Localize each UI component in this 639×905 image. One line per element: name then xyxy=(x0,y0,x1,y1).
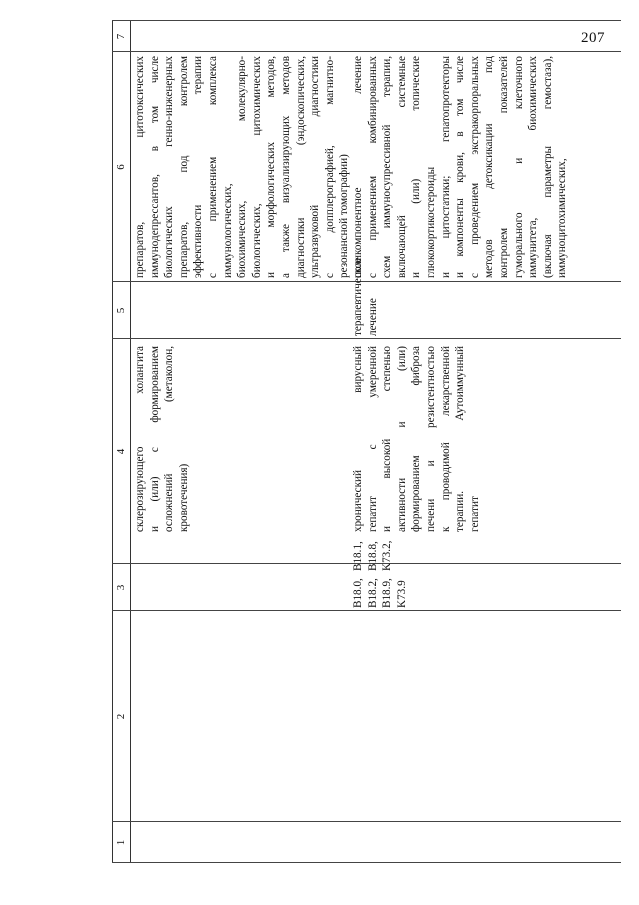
code-line xyxy=(366,536,381,608)
icd-code: K73.2, xyxy=(381,540,394,571)
icd-code: K73.9 xyxy=(395,580,408,608)
text-line: активности и (или) xyxy=(395,346,408,532)
text-line: а также визуализирующих методов xyxy=(279,56,292,278)
column-number: 5 xyxy=(115,307,127,314)
column-number: 1 xyxy=(115,839,127,846)
row2-codes xyxy=(351,536,409,608)
text-line: с применением комбинированных xyxy=(366,56,379,278)
text-line: и компоненты крови, в том числе xyxy=(454,56,467,278)
code-line xyxy=(351,536,366,608)
text-line: резонансной томографии) xyxy=(338,154,351,278)
text-line: с применением комплекса xyxy=(206,56,219,278)
text-line: и морфологических методов, xyxy=(265,56,278,278)
text-line: гепатит xyxy=(468,496,481,532)
col-rule-left xyxy=(112,862,621,863)
text-line: и высокой степенью xyxy=(381,346,394,532)
text-line: и цитостатики; гепатопротекторы xyxy=(439,56,452,278)
text-line: склерозирующего холангита xyxy=(134,346,146,532)
text-line: с допплерографией, магнитно- xyxy=(323,56,336,278)
text-line: осложнений (метаколон, xyxy=(163,346,176,532)
text-line: печени и резистентностью xyxy=(424,346,437,532)
col-rule-1 xyxy=(112,821,621,822)
icd-code: B18.0, xyxy=(352,578,364,608)
text-line: к проводимой лекарственной xyxy=(439,346,452,532)
text-line: биологических генно-инженерных xyxy=(163,56,176,278)
col-rule-2 xyxy=(112,610,621,611)
text-line: иммуноцитохимических, xyxy=(556,158,569,278)
text-line: схем иммуносупрессивной терапии, xyxy=(381,56,394,278)
code-line xyxy=(380,536,395,608)
icd-code: B18.2, xyxy=(366,578,379,608)
icd-code: B18.1, xyxy=(352,541,364,571)
text-line: иммунитета, биохимических xyxy=(527,56,540,278)
text-line: препаратов, под контролем xyxy=(177,56,190,278)
text-line: включающей системные xyxy=(395,56,408,278)
text-line: иммунодепрессантов, в том числе xyxy=(148,56,161,278)
col-rule-4 xyxy=(112,338,621,339)
text-line: хронический вирусный xyxy=(352,346,364,532)
col-rule-5 xyxy=(112,281,621,282)
column-number: 2 xyxy=(115,713,127,720)
col-rule-right xyxy=(112,20,621,21)
col-rule-6 xyxy=(112,51,621,52)
table-landscape xyxy=(112,20,621,863)
text-line: и (или) топические xyxy=(410,56,423,278)
text-line: формированием фиброза xyxy=(410,346,423,532)
column-number: 6 xyxy=(115,164,127,170)
column-number: 7 xyxy=(115,33,127,40)
text-line: терапии. Аутоиммунный xyxy=(454,346,467,532)
text-line: биохимических, молекулярно- xyxy=(236,56,249,278)
text-line: препаратов, цитотоксических xyxy=(134,56,146,278)
text-line: кровотечения) xyxy=(177,463,190,532)
text-line: ультразвуковой диагностики xyxy=(309,56,322,278)
text-line: (включая параметры гемостаза), xyxy=(541,56,554,278)
icd-code: B18.9, xyxy=(381,578,394,608)
row1-col6-text xyxy=(133,56,352,278)
text-line: поликомпонентное лечение xyxy=(352,56,364,278)
text-line: биологических, цитохимических xyxy=(250,56,263,278)
text-line: диагностики (эндоскопических, xyxy=(294,56,307,278)
text-line: эффективности терапии xyxy=(192,56,205,278)
row2-col5-text xyxy=(351,257,380,336)
text-line: гепатит с умеренной xyxy=(366,346,379,532)
text-line: методов детоксикации под xyxy=(483,56,496,278)
header-bottom-rule xyxy=(130,20,131,863)
column-number: 3 xyxy=(115,584,127,591)
text-line: иммунологических, xyxy=(221,183,234,278)
icd-code: B18.8, xyxy=(366,541,379,571)
row1-col4-text xyxy=(133,346,191,532)
text-line: контролем показателей xyxy=(497,56,510,278)
page-number: 207 xyxy=(581,30,605,46)
text-line: с проведением экстракорпоральных xyxy=(468,56,481,278)
text-line: и (или) с формированием xyxy=(148,346,161,532)
code-line xyxy=(395,536,410,608)
text-line: глюкокортикостероиды xyxy=(424,166,437,278)
rotated-table-wrapper xyxy=(112,20,621,863)
row2-col4-text xyxy=(351,346,482,532)
treatment-type: терапевтическое лечение xyxy=(352,257,379,336)
text-line: гуморального и клеточного xyxy=(512,56,525,278)
column-number: 4 xyxy=(115,448,127,455)
row2-col6-text xyxy=(351,56,570,278)
